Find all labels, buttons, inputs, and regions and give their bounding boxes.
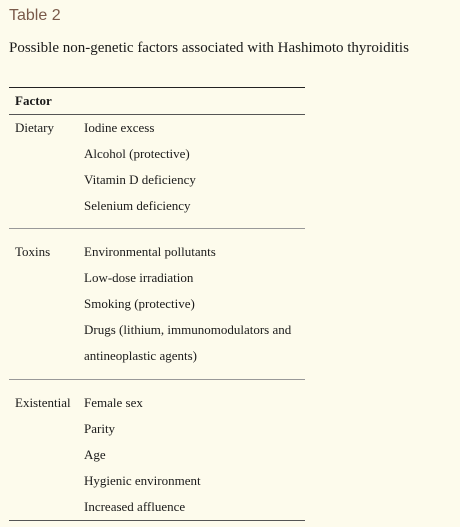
table-label: Table 2 [9, 7, 61, 24]
table-row: Smoking (protective) [84, 296, 195, 311]
table-row: Selenium deficiency [84, 198, 191, 213]
header-factor: Factor [15, 93, 52, 108]
table-row: Age [84, 447, 106, 462]
table-row: Iodine excess [84, 120, 155, 135]
table-row: Increased affluence [84, 499, 186, 514]
category-label: Existential [15, 395, 71, 410]
category-label: Dietary [15, 120, 54, 135]
table-caption: Possible non-genetic factors associated with Hashimoto thyroiditis [9, 40, 409, 56]
table-row: Parity [84, 421, 116, 436]
table-row: Alcohol (protective) [84, 146, 190, 161]
factors-table [9, 87, 305, 521]
table-group-dietary [9, 115, 305, 229]
table-header-row [9, 88, 305, 115]
table-row: Vitamin D deficiency [84, 172, 196, 187]
category-label: Toxins [15, 244, 51, 259]
table-row: Female sex [84, 395, 143, 410]
table-group-toxins [9, 229, 305, 380]
table-row: Environmental pollutants [84, 244, 216, 259]
table-row: Hygienic environment [84, 473, 201, 488]
table-row: antineoplastic agents) [84, 348, 197, 363]
table-row: Drugs (lithium, immunomodulators and [84, 322, 292, 337]
table-row: Low-dose irradiation [84, 270, 194, 285]
table-group-existential [9, 380, 305, 521]
